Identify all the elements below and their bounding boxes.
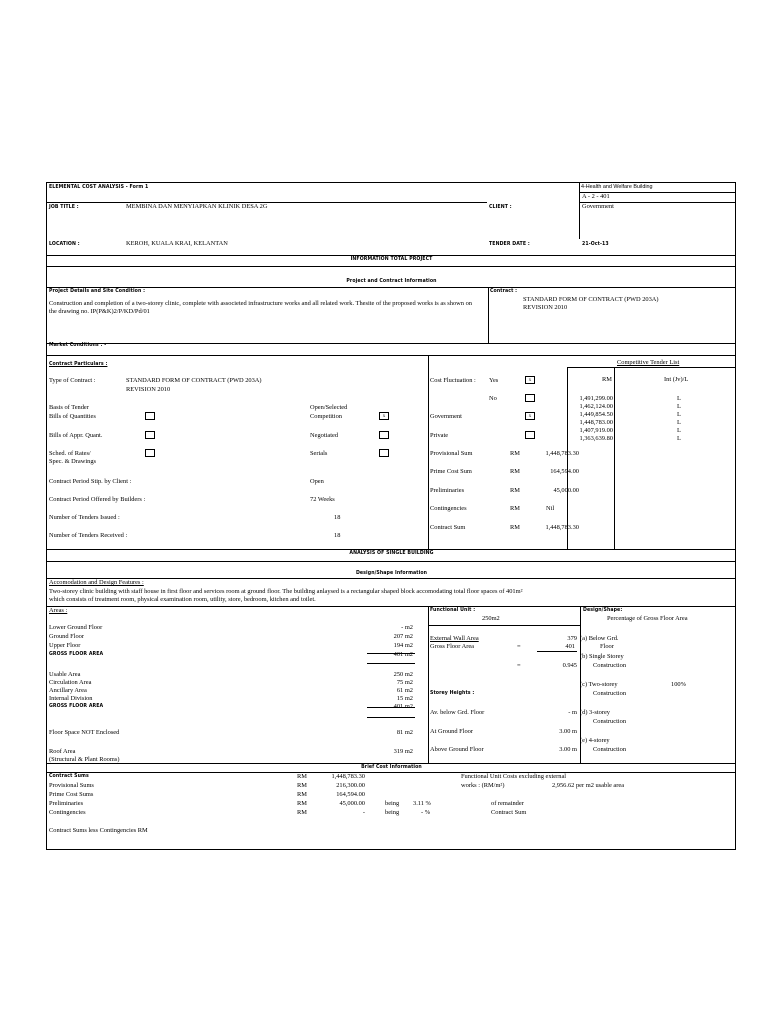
conting-being: being <box>385 809 400 816</box>
fluct-yes: Yes <box>489 377 499 384</box>
roof-note: (Structural & Plant Rooms) <box>49 756 120 763</box>
gfa-label: Gross Floor Area <box>430 643 475 650</box>
tenders-received-label: Number of Tenders Received : <box>49 532 128 539</box>
area-label: Lower Ground Floor <box>49 624 103 631</box>
building-code: A - 2 - 401 <box>582 193 610 200</box>
conting-pct: - % <box>421 809 431 816</box>
roof: 319 m2 <box>393 748 413 755</box>
not-enclosed: 81 m2 <box>396 729 413 736</box>
pc-sum-rm: RM <box>510 468 520 475</box>
shape-e1: (e) 4-storey <box>580 737 610 744</box>
storey-heights-label: Storey Heights : <box>430 690 475 696</box>
competition: Competition <box>310 413 342 420</box>
job-title: MEMBINA DAN MENYIAPKAN KLINIK DESA 2G <box>126 203 268 210</box>
shape-e2: Construction <box>593 746 627 753</box>
brief-cost-label: Contract Sums <box>49 773 89 779</box>
prelim-pct: 3.11 % <box>413 800 431 807</box>
tender-amount: 1,363,639.80 <box>579 435 613 442</box>
type-of-contract-1: STANDARD FORM OF CONTRACT (PWD 203A) <box>126 377 262 384</box>
usable-label: Ancillary Area <box>49 687 87 694</box>
prelim-being: being <box>385 800 400 807</box>
tenders-received: 18 <box>334 532 341 539</box>
building-type: 4-Health and Welfare Building <box>581 184 653 190</box>
appr-label: Bills of Appr. Quant. <box>49 432 103 439</box>
private: Private <box>430 432 449 439</box>
contract-sum: 1,448,783.30 <box>545 524 579 531</box>
period-builders: 72 Weeks <box>310 496 335 503</box>
ratio-eq: = <box>517 662 521 669</box>
tenders-issued-label: Number of Tenders Issued : <box>49 514 120 521</box>
bq-label: Bills of Quantities <box>49 413 96 420</box>
brief-cost-rm: RM <box>297 791 307 798</box>
gfa: 401 <box>565 643 575 650</box>
job-title-label: JOB TITLE : <box>49 204 79 210</box>
tender-int-header: Int (Jv)/L <box>664 376 689 383</box>
conting-label: Contingencies <box>430 505 467 512</box>
area-value: 207 m2 <box>393 633 413 640</box>
brief-cost-title: Brief Cost Information <box>361 764 422 770</box>
sched-label-2: Spec. & Drawings <box>49 458 97 465</box>
tender-amount: 1,491,299.00 <box>579 395 613 402</box>
project-details-label: Project Details and Site Condition : <box>49 288 146 294</box>
contract-sum-label: Contract Sum <box>430 524 466 531</box>
accom-label: Accomodation and Design Features : <box>49 579 144 586</box>
shape-label: Design/Shape: <box>583 607 623 613</box>
tender-list-title: Competitive Tender List <box>617 359 680 366</box>
shape-c1: (c) Two-storey <box>580 681 618 688</box>
shape-c2: Construction <box>593 690 627 697</box>
period-client: Open <box>310 478 324 485</box>
shape-c-pct: 100% <box>671 681 686 688</box>
prelim-label: Preliminaries <box>430 487 465 494</box>
fluct-no: No <box>489 395 497 402</box>
above-ground-label: Above Ground Floor <box>430 746 484 753</box>
bq-checkbox[interactable] <box>145 412 155 420</box>
client: Government <box>582 203 614 210</box>
appr-checkbox[interactable] <box>145 431 155 439</box>
info-total-title: INFORMATION TOTAL PROJECT <box>350 256 433 262</box>
usable-label: Internal Division <box>49 695 93 702</box>
roof-label: Roof Area <box>49 748 76 755</box>
negotiated-checkbox[interactable] <box>379 431 389 439</box>
shape-d2: Construction <box>593 718 627 725</box>
contract-sum-rm: RM <box>510 524 520 531</box>
usable-label: Circulation Area <box>49 679 92 686</box>
usable-value: 75 m2 <box>396 679 413 686</box>
tender-date: 21-Oct-13 <box>582 241 609 247</box>
below-grd-label: Av. below Grd. Floor <box>430 709 485 716</box>
serials-checkbox[interactable] <box>379 449 389 457</box>
brief-cost-amount: 1,448,783.30 <box>331 773 365 780</box>
brief-cost-label: Contingencies <box>49 809 86 816</box>
brief-cost-label: Prime Cost Sums <box>49 791 94 798</box>
tender-code: L <box>677 435 681 442</box>
tender-code: L <box>677 411 681 418</box>
prelim-of: of remainder <box>491 800 524 807</box>
analysis-title: ANALYSIS OF SINGLE BUILDING <box>349 550 434 556</box>
project-details-text: Construction and completion of a two-storey clinic, complete with associeted infrastructure works and all related work. Thesite of the proposed works is as shown on the drawing no. IP(P&K)2/P/KD/Pd/01 <box>49 300 472 315</box>
functional-value: 250m2 <box>482 615 500 622</box>
usable-value: 250 m2 <box>393 671 413 678</box>
type-of-contract-label: Type of Contract : <box>49 377 96 384</box>
ext-wall-label: External Wall Area <box>430 635 479 642</box>
prov-sum-rm: RM <box>510 450 520 457</box>
at-ground-label: At Ground Floor <box>430 728 473 735</box>
negotiated: Negotiated <box>310 432 339 439</box>
government: Government <box>430 413 462 420</box>
design-info-title: Design/Shape Information <box>355 570 428 576</box>
brief-cost-amount: 45,000.00 <box>339 800 365 807</box>
area-label: GROSS FLOOR AREA <box>49 651 104 657</box>
tender-amount: 1,407,919.00 <box>579 427 613 434</box>
brief-cost-rm: RM <box>297 809 307 816</box>
shape-b1: (b) Single Storey <box>580 653 624 660</box>
shape-a1: (a) Below Grd. <box>580 635 619 642</box>
tender-code: L <box>677 419 681 426</box>
fuc-label-1: Functional Unit Costs excluding external <box>461 773 567 780</box>
fuc-label-2: works : (RM/m²) <box>461 782 505 789</box>
basis-of-tender-label: Basis of Tender <box>49 404 89 411</box>
shape-d1: (d) 3-storey <box>580 709 610 716</box>
project-contract-subtitle: Project and Contract Information <box>346 278 437 284</box>
fluct-label: Cost Fluctuation : <box>430 377 476 384</box>
fluct-no-checkbox[interactable] <box>525 394 535 402</box>
period-builders-label: Contract Period Offered by Builders : <box>49 496 146 503</box>
tender-code: L <box>677 427 681 434</box>
competition-checkbox[interactable]: x <box>379 412 389 420</box>
ext-wall: 379 <box>567 635 577 642</box>
usable-label: Usable Area <box>49 671 81 678</box>
pc-sum-label: Prime Cost Sum <box>430 468 472 475</box>
contract-particulars-label: Contract Particulars : <box>49 361 108 367</box>
open-selected: Open/Selected <box>310 404 348 411</box>
contract-text-2: REVISION 2010 <box>523 304 568 311</box>
area-label: Ground Floor <box>49 633 84 640</box>
ratio: 0.945 <box>562 662 577 669</box>
areas-label: Areas : <box>49 607 68 614</box>
shape-b2: Construction <box>593 662 627 669</box>
conting-rm: RM <box>510 505 520 512</box>
tender-date-label: TENDER DATE : <box>489 241 530 247</box>
usable-value: 15 m2 <box>396 695 413 702</box>
fluct-yes-checkbox[interactable]: x <box>525 376 535 384</box>
gfa-eq: = <box>517 643 521 650</box>
area-value: 194 m2 <box>393 642 413 649</box>
brief-cost-amount: - <box>362 809 365 816</box>
area-label: Upper Floor <box>49 642 81 649</box>
brief-cost-label: Preliminaries <box>49 800 84 807</box>
cost-analysis-form <box>46 182 736 850</box>
prelim: 45,000.00 <box>553 487 579 494</box>
location-label: LOCATION : <box>49 241 80 247</box>
usable-label: GROSS FLOOR AREA <box>49 703 104 709</box>
tender-amount: 1,449,854.50 <box>579 411 613 418</box>
contract-text-1: STANDARD FORM OF CONTRACT (PWD 203A) <box>523 296 659 303</box>
shape-sub: Percentage of Gross Floor Area <box>607 615 688 622</box>
conting-of: Contract Sum <box>491 809 527 816</box>
sched-checkbox[interactable] <box>145 449 155 457</box>
area-value: 401 m2 <box>393 651 413 658</box>
above-ground: 3.00 m <box>559 746 577 753</box>
tender-amount: 1,448,783.00 <box>579 419 613 426</box>
usable-value: 61 m2 <box>396 687 413 694</box>
at-ground: 3.00 m <box>559 728 577 735</box>
shape-a2: Floor <box>600 643 614 650</box>
contract-label: Contract : <box>490 288 518 294</box>
prelim-rm: RM <box>510 487 520 494</box>
pc-sum: 164,594.00 <box>550 468 579 475</box>
tenders-issued: 18 <box>334 514 341 521</box>
client-label: CLIENT : <box>489 204 512 210</box>
location: KEROH, KUALA KRAI, KELANTAN <box>126 240 228 247</box>
brief-cost-rm: RM <box>297 800 307 807</box>
brief-cost-rm: RM <box>297 773 307 780</box>
not-enclosed-label: Floor Space NOT Enclosed <box>49 729 120 736</box>
period-client-label: Contract Period Stip. by Client : <box>49 478 132 485</box>
accom-text: Two-storey clinic building with staff house in first floor and services room at ground floor. The building anlaysed is a rectangular shaped block accomodating total floor spaces of 401m² which consists of treatment room, physical examination room, utility, store, bedroom, kitchen and toilet. <box>49 588 523 603</box>
government-checkbox[interactable]: x <box>525 412 535 420</box>
private-checkbox[interactable] <box>525 431 535 439</box>
sched-label-1: Sched. of Rates/ <box>49 450 91 457</box>
tender-amount: 1,462,124.00 <box>579 403 613 410</box>
tender-code: L <box>677 403 681 410</box>
below-grd: - m <box>568 709 577 716</box>
prov-sum-label: Provisional Sum <box>430 450 473 457</box>
conting: Nil <box>546 505 555 512</box>
less-conting: Contract Sums less Contingencies RM <box>49 827 148 834</box>
brief-cost-amount: 216,300.00 <box>336 782 365 789</box>
brief-cost-label: Provisional Sums <box>49 782 94 789</box>
serials: Serials <box>310 450 328 457</box>
form-title: ELEMENTAL COST ANALYSIS - Form 1 <box>49 184 149 190</box>
type-of-contract-2: REVISION 2010 <box>126 386 171 393</box>
usable-value: 401 m2 <box>393 703 413 710</box>
brief-cost-rm: RM <box>297 782 307 789</box>
functional-label: Functional Unit : <box>430 607 476 613</box>
tender-code: L <box>677 395 681 402</box>
area-value: - m2 <box>401 624 413 631</box>
prov-sum: 1,448,783.30 <box>545 450 579 457</box>
brief-cost-amount: 164,594.00 <box>336 791 365 798</box>
tender-rm-header: RM <box>602 376 612 383</box>
market-conditions: Market Conditions : - <box>49 342 107 348</box>
fuc-value: 2,956.62 per m2 usable area <box>552 782 625 789</box>
